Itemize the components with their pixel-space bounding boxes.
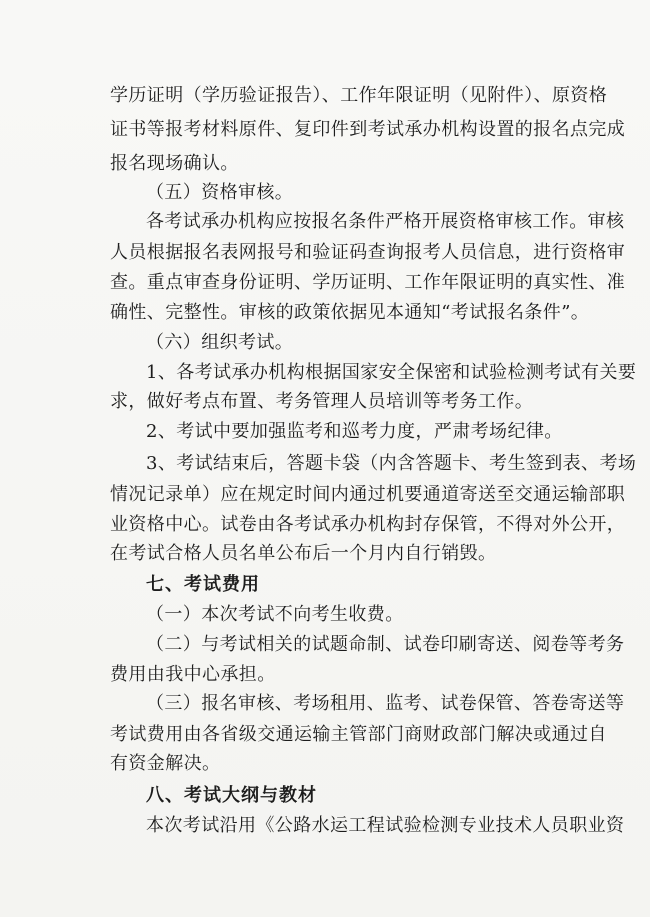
paragraph-line: 在考试合格人员名单公布后一个月内自行销毁。 [110, 543, 497, 564]
paragraph-line: 费用由我中心承担。 [110, 664, 276, 685]
section-heading: 七、考试费用 [146, 574, 260, 595]
paragraph-line: 情况记录单）应在规定时间内通过机要通道寄送至交通运输部职 [110, 484, 626, 505]
paragraph-line: 证书等报考材料原件、复印件到考试承办机构设置的报名点完成 [110, 119, 626, 140]
paragraph-line: 查。重点审查身份证明、学历证明、工作年限证明的真实性、准 [110, 272, 626, 293]
paragraph-line: 1、各考试承办机构根据国家安全保密和试验检测考试有关要 [146, 362, 637, 383]
paragraph-line: 人员根据报名表网报号和验证码查询报考人员信息，进行资格审 [110, 242, 626, 263]
paragraph-line: 考试费用由各省级交通运输主管部门商财政部门解决或通过自 [110, 724, 607, 745]
paragraph-line: （三）报名审核、考场租用、监考、试卷保管、答卷寄送等 [146, 693, 625, 714]
paragraph-line: （二）与考试相关的试题命制、试卷印刷寄送、阅卷等考务 [146, 634, 625, 655]
section-subheading: （六）组织考试。 [146, 332, 294, 353]
paragraph-line: 有资金解决。 [110, 753, 221, 774]
paragraph-line: 确性、完整性。审核的政策依据见本通知“考试报名条件”。 [110, 302, 590, 323]
paragraph-line: （一）本次考试不向考生收费。 [146, 604, 404, 625]
paragraph-line: 3、考试结束后，答题卡袋（内含答题卡、考生签到表、考场 [146, 453, 637, 474]
paragraph-line: 学历证明（学历验证报告）、工作年限证明（见附件）、原资格 [110, 85, 608, 106]
paragraph-line: 本次考试沿用《公路水运工程试验检测专业技术人员职业资 [146, 815, 625, 836]
paragraph-line: 业资格中心。试卷由各考试承办机构封存保管，不得对外公开， [110, 514, 626, 535]
section-subheading: （五）资格审核。 [146, 182, 294, 203]
section-heading: 八、考试大纲与教材 [146, 785, 317, 806]
paragraph-line: 求，做好考点布置、考务管理人员培训等考务工作。 [110, 391, 534, 412]
paragraph-line: 报名现场确认。 [110, 153, 239, 174]
paragraph-line: 各考试承办机构应按报名条件严格开展资格审核工作。审核 [146, 211, 625, 232]
paragraph-line: 2、考试中要加强监考和巡考力度，严肃考场纪律。 [146, 421, 563, 442]
